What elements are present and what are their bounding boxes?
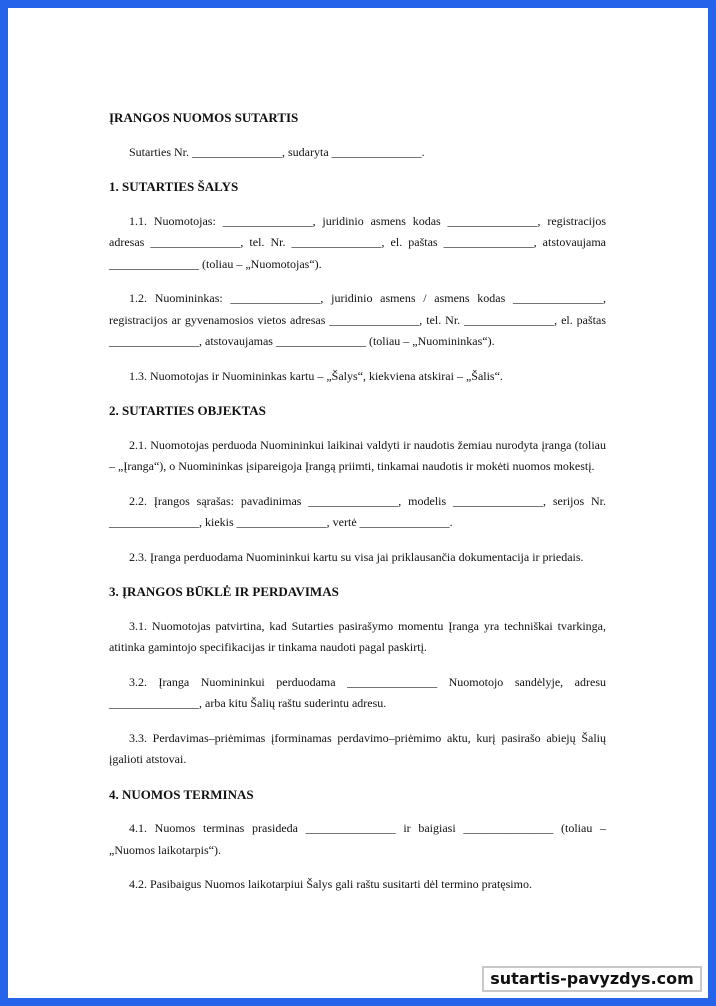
clause: 2.2. Įrangos sąrašas: pavadinimas _______________, modelis _______________, serijos Nr. _______________, kiekis _______________, vertė _______________.: [109, 493, 606, 529]
clause: 2.3. Įranga perduodama Nuomininkui kartu su visa jai priklausančia dokumentacija ir priedais.: [129, 549, 584, 564]
intro-line: Sutarties Nr. _______________, sudaryta _______________.: [129, 144, 425, 159]
section-heading: 3. ĮRANGOS BŪKLĖ IR PERDAVIMAS: [109, 584, 339, 599]
contract-body: [109, 107, 606, 909]
clause: 3.1. Nuomotojas patvirtina, kad Sutarties pasirašymo momentu Įranga yra techniškai tvarkinga, atitinka gamintojo specifikacijas ir tinkama naudoti pagal paskirtį.: [109, 618, 606, 654]
clause: 1.3. Nuomotojas ir Nuomininkas kartu – „Šalys“, kiekviena atskirai – „Šalis“.: [129, 368, 503, 383]
clause: 2.1. Nuomotojas perduoda Nuomininkui laikinai valdyti ir naudotis žemiau nurodyta įranga (toliau – „Įranga“), o Nuomininkas įsipareigoja Įrangą priimti, tinkamai naudotis ir mokėti nuomos mokestį.: [109, 437, 606, 473]
clause: 1.1. Nuomotojas: _______________, juridinio asmens kodas _______________, registracijos adresas _______________, tel. Nr. _______________, el. paštas _______________, atstovaujama _______________ (toliau – „Nuomotojas“).: [109, 213, 606, 271]
section-heading: 4. NUOMOS TERMINAS: [109, 786, 254, 802]
clause: 4.2. Pasibaigus Nuomos laikotarpiui Šalys gali raštu susitarti dėl termino pratęsimo.: [129, 877, 532, 891]
clause: 3.3. Perdavimas–priėmimas įforminamas perdavimo–priėmimo aktu, kurį pasirašo abiejų Šalių įgalioti atstovai.: [109, 730, 606, 766]
clause: 1.2. Nuomininkas: _______________, juridinio asmens / asmens kodas _______________, registracijos ar gyvenamosios vietos adresas _______________, tel. Nr. _______________, el. paštas _______________, atstovaujamas _______________ (toliau – „Nuomininkas“).: [109, 291, 606, 348]
clause: 3.2. Įranga Nuomininkui perduodama _______________ Nuomotojo sandėlyje, adresu _______________, arba kitu Šalių raštu suderintu adresu.: [109, 674, 606, 710]
site-watermark: sutartis-pavyzdys.com: [482, 966, 702, 992]
document-title: ĮRANGOS NUOMOS SUTARTIS: [109, 110, 299, 125]
clause: 4.1. Nuomos terminas prasideda _______________ ir baigiasi _______________ (toliau – „Nuomos laikotarpis“).: [109, 821, 606, 857]
section-heading: 2. SUTARTIES OBJEKTAS: [109, 403, 266, 418]
section-heading: 1. SUTARTIES ŠALYS: [109, 179, 239, 194]
document-page: [8, 8, 708, 998]
